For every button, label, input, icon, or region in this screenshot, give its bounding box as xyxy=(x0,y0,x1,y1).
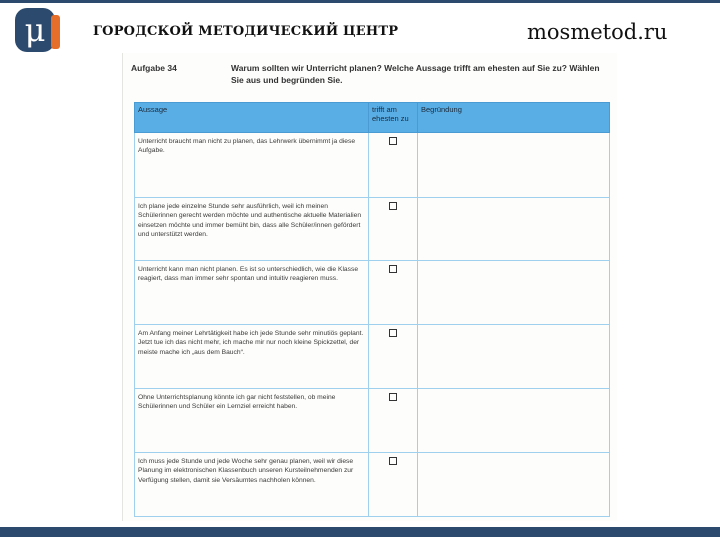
task-label: Aufgabe 34 xyxy=(131,63,177,73)
page-title: ГОРОДСКОЙ МЕТОДИЧЕСКИЙ ЦЕНТР xyxy=(93,24,399,39)
logo xyxy=(13,5,63,57)
statement-text: Ich muss jede Stunde und jede Woche sehr genau planen, weil wir diese Planung im elektronischen Klassenbuch unseren Kursteilnehmenden zur Verfügung stellen, damit sie Versäumtes nachholen können. xyxy=(135,453,369,517)
reason-cell[interactable] xyxy=(418,198,610,261)
checkbox[interactable] xyxy=(389,393,397,401)
reason-cell[interactable] xyxy=(418,325,610,389)
reason-cell[interactable] xyxy=(418,389,610,453)
checkbox[interactable] xyxy=(389,457,397,465)
reason-cell[interactable] xyxy=(418,261,610,325)
table-header-row xyxy=(135,103,610,133)
checkbox[interactable] xyxy=(389,265,397,273)
table-row xyxy=(135,453,610,517)
checkbox[interactable] xyxy=(389,202,397,210)
logo-letter: μ xyxy=(24,11,46,49)
task-question: Warum sollten wir Unterricht planen? Welche Aussage trifft am ehesten auf Sie zu? Wählen Sie aus und begründen Sie. xyxy=(231,63,600,85)
table-row xyxy=(135,198,610,261)
reason-cell[interactable] xyxy=(418,453,610,517)
statement-text: Unterricht braucht man nicht zu planen, das Lehrwerk übernimmt ja diese Aufgabe. xyxy=(135,133,369,198)
checkbox[interactable] xyxy=(389,329,397,337)
checkbox[interactable] xyxy=(389,137,397,145)
table-row xyxy=(135,389,610,453)
table-row xyxy=(135,133,610,198)
column-header-reason: Begründung xyxy=(418,103,610,133)
table-row xyxy=(135,325,610,389)
top-bar xyxy=(0,0,720,3)
table-row xyxy=(135,261,610,325)
worksheet xyxy=(122,53,617,521)
bottom-bar xyxy=(0,527,720,537)
reason-cell[interactable] xyxy=(418,133,610,198)
statement-text: Unterricht kann man nicht planen. Es ist so unterschiedlich, wie die Klasse reagiert, dass man immer sehr spontan und intuitiv reagieren muss. xyxy=(135,261,369,325)
statement-text: Am Anfang meiner Lehrtätigkeit habe ich jede Stunde sehr minutiös geplant. Jetzt tue ich das nicht mehr, ich mache mir nur noch kleine Spickzettel, der meiste mache ich „aus dem Bauch“. xyxy=(135,325,369,389)
column-header-applies: trifft am ehesten zu xyxy=(369,103,418,133)
statements-table xyxy=(134,102,610,517)
site-url[interactable]: mosmetod.ru xyxy=(527,20,668,44)
column-header-statement: Aussage xyxy=(135,103,369,133)
statement-text: Ich plane jede einzelne Stunde sehr ausführlich, weil ich meinen Schülerinnen gerecht werden möchte und authentische aktuelle Materialien einsetzen möchte und immer bemüht bin, dass alle Schüler/innen gefördert und unterstützt werden. xyxy=(135,198,369,261)
statement-text: Ohne Unterrichtsplanung könnte ich gar nicht feststellen, ob meine Schülerinnen und Schüler ein Lernziel erreicht haben. xyxy=(135,389,369,453)
